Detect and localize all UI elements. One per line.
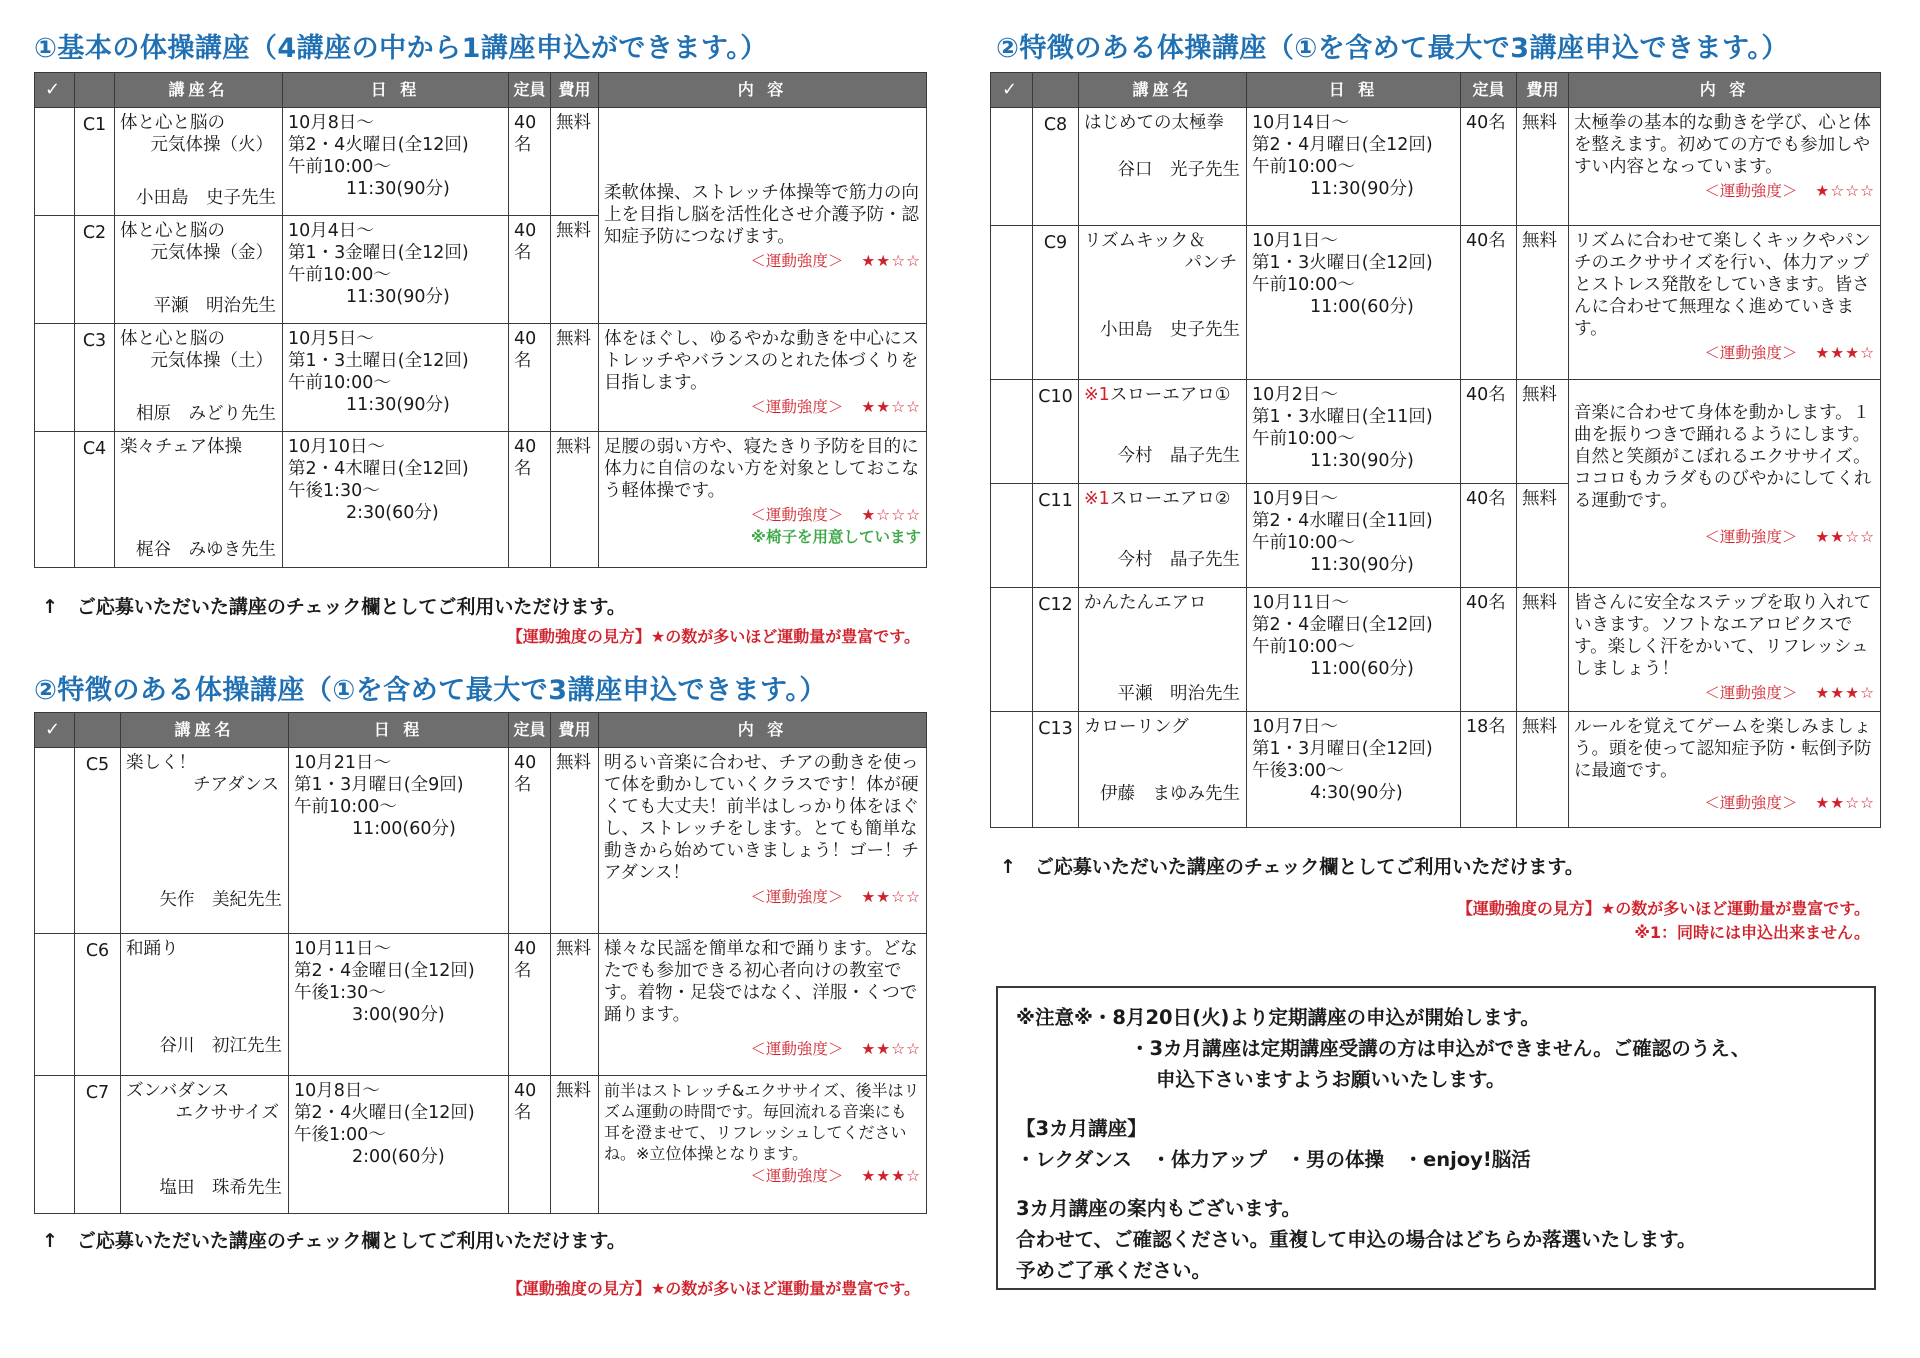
notice-line: 予めご了承ください。: [1016, 1259, 1212, 1282]
schedule-header: 日 程: [289, 713, 509, 748]
fee: 無料: [1517, 712, 1569, 828]
intensity-legend: 【運動強度の見方】★の数が多いほど運動量が豊富です。: [506, 1279, 920, 1298]
capacity: 40名: [1461, 108, 1517, 226]
exclusive-mark: ※1: [1084, 385, 1110, 405]
capacity: 18名: [1461, 712, 1517, 828]
description: 足腰の弱い方や、寝たきり予防を目的に体力に自信のない方を対象としておこなう軽体操です。 ＜運動強度＞ ★☆☆☆ ※椅子を用意しています: [599, 432, 927, 568]
course-code: C9: [1033, 226, 1079, 380]
course-code: C2: [75, 216, 115, 324]
course-name: 体と心と脳の 元気体操（火） 小田島 史子先生: [115, 108, 283, 216]
exclusive-mark: ※1: [1084, 489, 1110, 509]
schedule: 10月14日～ 第2・4月曜日(全12回) 午前10:00～ 11:30(90分): [1247, 108, 1461, 226]
check-header: ✓: [35, 73, 75, 108]
check-box[interactable]: [991, 588, 1033, 712]
capacity: 40名: [509, 1076, 551, 1214]
teacher: 塩田 珠希先生: [159, 1178, 282, 1198]
content-header: 内 容: [1569, 73, 1881, 108]
capacity: 40名: [509, 216, 551, 324]
code-header: [1033, 73, 1079, 108]
schedule: 10月1日～ 第1・3火曜日(全12回) 午前10:00～ 11:00(60分): [1247, 226, 1461, 380]
fee: 無料: [1517, 588, 1569, 712]
intensity-rating: ＜運動強度＞ ★★☆☆: [750, 1040, 921, 1058]
chair-note: ※椅子を用意しています: [750, 528, 921, 546]
fee: 無料: [551, 216, 599, 324]
content-header: 内 容: [599, 73, 927, 108]
fee-header: 費用: [551, 73, 599, 108]
course-name: ※1スローエアロ② 今村 晶子先生: [1079, 484, 1247, 588]
table-row: [35, 1076, 927, 1214]
schedule: 10月2日～ 第1・3水曜日(全11回) 午前10:00～ 11:30(90分): [1247, 380, 1461, 484]
fee: 無料: [551, 432, 599, 568]
check-box[interactable]: [35, 934, 75, 1076]
intensity-legend: 【運動強度の見方】★の数が多いほど運動量が豊富です。: [1456, 899, 1870, 918]
check-usage-note: ↑ ご応募いただいた講座のチェック欄としてご利用いただけます。: [1000, 856, 1584, 878]
check-header: ✓: [35, 713, 75, 748]
check-box[interactable]: [35, 324, 75, 432]
schedule-header: 日 程: [1247, 73, 1461, 108]
schedule: 10月7日～ 第1・3月曜日(全12回) 午後3:00～ 4:30(90分): [1247, 712, 1461, 828]
notice-line: 申込下さいますようお願いいたします。: [1156, 1068, 1506, 1091]
schedule: 10月21日～ 第1・3月曜日(全9回) 午前10:00～ 11:00(60分): [289, 748, 509, 934]
capacity: 40名: [509, 324, 551, 432]
course-code: C10: [1033, 380, 1079, 484]
check-box[interactable]: [991, 226, 1033, 380]
intensity-rating: ＜運動強度＞ ★★☆☆: [750, 251, 921, 270]
check-box[interactable]: [35, 748, 75, 934]
teacher: 小田島 史子先生: [136, 188, 276, 208]
intensity-rating: ＜運動強度＞ ★★☆☆: [1704, 528, 1875, 546]
table-row: [35, 108, 927, 216]
course-code: C13: [1033, 712, 1079, 828]
capacity-header: 定員: [1461, 73, 1517, 108]
three-month-heading: 【3カ月講座】: [1016, 1117, 1147, 1140]
fee-header: 費用: [1517, 73, 1569, 108]
fee: 無料: [551, 324, 599, 432]
fee: 無料: [551, 748, 599, 934]
course-name: カローリング 伊藤 まゆみ先生: [1079, 712, 1247, 828]
course-name: 楽しく！ チアダンス 矢作 美紀先生: [121, 748, 289, 934]
table-row: [35, 934, 927, 1076]
course-name: 楽々チェア体操 梶谷 みゆき先生: [115, 432, 283, 568]
check-box[interactable]: [991, 484, 1033, 588]
three-month-items: ・レクダンス ・体力アップ ・男の体操 ・enjoy!脳活: [1016, 1148, 1531, 1171]
capacity: 40名: [1461, 484, 1517, 588]
intensity-rating: ＜運動強度＞ ★★☆☆: [750, 888, 921, 906]
fee: 無料: [1517, 108, 1569, 226]
teacher: 平瀬 明治先生: [153, 296, 276, 316]
course-code: C12: [1033, 588, 1079, 712]
course-code: C1: [75, 108, 115, 216]
teacher: 今村 晶子先生: [1117, 550, 1240, 570]
schedule: 10月8日～ 第2・4火曜日(全12回) 午後1:00～ 2:00(60分): [289, 1076, 509, 1214]
name-header: 講座名: [121, 713, 289, 748]
description: 明るい音楽に合わせ、チアの動きを使って体を動かしていくクラスです！体が硬くても大丈夫！前半はしっかり体をほぐし、ストレッチをします。とても簡単な動きから始めていきましょう！ゴー！チアダンス！ ＜運動強度＞ ★★☆☆: [599, 748, 927, 934]
capacity: 40名: [1461, 380, 1517, 484]
teacher: 梶谷 みゆき先生: [136, 540, 276, 560]
capacity: 40名: [509, 432, 551, 568]
table-header-row: [991, 73, 1881, 108]
course-name: かんたんエアロ 平瀬 明治先生: [1079, 588, 1247, 712]
capacity-header: 定員: [509, 73, 551, 108]
section2b-title: ②特徴のある体操講座（①を含めて最大で3講座申込できます。）: [996, 33, 1789, 64]
check-box[interactable]: [991, 108, 1033, 226]
schedule: 10月10日～ 第2・4木曜日(全12回) 午後1:30～ 2:30(60分): [283, 432, 509, 568]
code-header: [75, 73, 115, 108]
capacity: 40名: [509, 934, 551, 1076]
course-code: C7: [75, 1076, 121, 1214]
description: 様々な民謡を簡単な和で踊ります。どなたでも参加できる初心者向けの教室です。着物・足袋ではなく、洋服・くつで踊ります。 ＜運動強度＞ ★★☆☆: [599, 934, 927, 1076]
notice-line: 3カ月講座の案内もございます。: [1016, 1197, 1302, 1220]
intensity-rating: ＜運動強度＞ ★☆☆☆: [1704, 182, 1875, 200]
teacher: 相原 みどり先生: [136, 404, 276, 424]
check-header: ✓: [991, 73, 1033, 108]
course-code: C4: [75, 432, 115, 568]
course-name: 和踊り 谷川 初江先生: [121, 934, 289, 1076]
capacity: 40名: [509, 748, 551, 934]
check-usage-note: ↑ ご応募いただいた講座のチェック欄としてご利用いただけます。: [42, 1230, 626, 1252]
course-code: C5: [75, 748, 121, 934]
teacher: 平瀬 明治先生: [1117, 684, 1240, 704]
table-row: [991, 712, 1881, 828]
capacity: 40名: [1461, 588, 1517, 712]
table-header-row: [35, 713, 927, 748]
fee: 無料: [551, 1076, 599, 1214]
check-box[interactable]: [35, 432, 75, 568]
teacher: 小田島 史子先生: [1100, 320, 1240, 340]
notice-line: ・3カ月講座は定期講座受講の方は申込ができません。ご確認のうえ、: [1130, 1037, 1751, 1060]
check-box[interactable]: [35, 108, 75, 216]
check-box[interactable]: [991, 712, 1033, 828]
fee-header: 費用: [551, 713, 599, 748]
teacher: 谷口 光子先生: [1117, 160, 1240, 180]
course-name: 体と心と脳の 元気体操（土） 相原 みどり先生: [115, 324, 283, 432]
description: 体をほぐし、ゆるやかな動きを中心にストレッチやバランスのとれた体づくりを目指します。 ＜運動強度＞ ★★☆☆: [599, 324, 927, 432]
course-code: C11: [1033, 484, 1079, 588]
description: 皆さんに安全なステップを取り入れていきます。ソフトなエアロビクスです。楽しく汗をかいて、リフレッシュしましょう！ ＜運動強度＞ ★★★☆: [1569, 588, 1881, 712]
intensity-rating: ＜運動強度＞ ★★★☆: [1704, 344, 1875, 362]
capacity: 40名: [509, 108, 551, 216]
description: 前半はストレッチ&エクササイズ、後半はリズム運動の時間です。毎回流れる音楽にも耳を澄ませて、リフレッシュしてくださいね。※立位体操となります。 ＜運動強度＞ ★★★☆: [599, 1076, 927, 1214]
description: ルールを覚えてゲームを楽しみましょう。頭を使って認知症予防・転倒予防に最適です。 ＜運動強度＞ ★★☆☆: [1569, 712, 1881, 828]
schedule: 10月9日～ 第2・4水曜日(全11回) 午前10:00～ 11:30(90分): [1247, 484, 1461, 588]
check-box[interactable]: [35, 1076, 75, 1214]
course-name: はじめての太極拳 谷口 光子先生: [1079, 108, 1247, 226]
basic-course-table: [34, 72, 927, 568]
intensity-rating: ＜運動強度＞ ★★☆☆: [1704, 794, 1875, 812]
capacity: 40名: [1461, 226, 1517, 380]
shared-description: 音楽に合わせて身体を動かします。１曲を振りつきで踊れるようにします。自然と笑顔がこぼれるエクササイズ。ココロもカラダものびやかにしてくれる運動です。 ＜運動強度＞ ★★☆☆: [1569, 380, 1881, 588]
teacher: 今村 晶子先生: [1117, 446, 1240, 466]
table-header-row: [35, 73, 927, 108]
fee: 無料: [1517, 380, 1569, 484]
notice-line: 合わせて、ご確認ください。重複して申込の場合はどちらか落選いたします。: [1016, 1228, 1697, 1251]
name-header: 講座名: [115, 73, 283, 108]
fee: 無料: [1517, 226, 1569, 380]
table-row: [991, 380, 1881, 484]
special-course-table-left: [34, 712, 927, 1214]
course-name: 体と心と脳の 元気体操（金） 平瀬 明治先生: [115, 216, 283, 324]
section2a-title: ②特徴のある体操講座（①を含めて最大で3講座申込できます。）: [34, 675, 827, 706]
name-header: 講座名: [1079, 73, 1247, 108]
fee: 無料: [551, 108, 599, 216]
schedule: 10月5日～ 第1・3土曜日(全12回) 午前10:00～ 11:30(90分): [283, 324, 509, 432]
code-header: [75, 713, 121, 748]
section1-title: ①基本の体操講座（4講座の中から1講座申込ができます。）: [34, 33, 768, 64]
table-row: [35, 748, 927, 934]
description: 太極拳の基本的な動きを学び、心と体を整えます。初めての方でも参加しやすい内容となっています。 ＜運動強度＞ ★☆☆☆: [1569, 108, 1881, 226]
teacher: 矢作 美紀先生: [159, 890, 282, 910]
teacher: 谷川 初江先生: [159, 1036, 282, 1056]
course-name: リズムキック＆ パンチ 小田島 史子先生: [1079, 226, 1247, 380]
intensity-legend: 【運動強度の見方】★の数が多いほど運動量が豊富です。: [506, 627, 920, 646]
course-code: C3: [75, 324, 115, 432]
fee: 無料: [1517, 484, 1569, 588]
table-row: [35, 324, 927, 432]
special-course-table-right: [990, 72, 1881, 828]
exclusive-note: ※1：同時には申込出来ません。: [1634, 923, 1870, 942]
intensity-rating: ＜運動強度＞ ★★★☆: [1704, 684, 1875, 702]
schedule: 10月8日～ 第2・4火曜日(全12回) 午前10:00～ 11:30(90分): [283, 108, 509, 216]
teacher: 伊藤 まゆみ先生: [1100, 784, 1240, 804]
notice-box: [996, 986, 1876, 1290]
intensity-rating: ＜運動強度＞ ★★☆☆: [750, 398, 921, 416]
content-header: 内 容: [599, 713, 927, 748]
check-box[interactable]: [991, 380, 1033, 484]
intensity-rating: ＜運動強度＞ ★☆☆☆: [750, 506, 921, 524]
table-row: [991, 226, 1881, 380]
schedule: 10月11日～ 第2・4金曜日(全12回) 午後1:30～ 3:00(90分): [289, 934, 509, 1076]
schedule-header: 日 程: [283, 73, 509, 108]
course-code: C8: [1033, 108, 1079, 226]
check-box[interactable]: [35, 216, 75, 324]
course-name: ※1スローエアロ① 今村 晶子先生: [1079, 380, 1247, 484]
table-row: [991, 588, 1881, 712]
capacity-header: 定員: [509, 713, 551, 748]
course-code: C6: [75, 934, 121, 1076]
schedule: 10月11日～ 第2・4金曜日(全12回) 午前10:00～ 11:00(60分): [1247, 588, 1461, 712]
shared-description: 柔軟体操、ストレッチ体操等で筋力の向上を目指し脳を活性化させ介護予防・認知症予防につなげます。 ＜運動強度＞ ★★☆☆: [599, 108, 927, 324]
course-name: ズンバダンス エクササイズ 塩田 珠希先生: [121, 1076, 289, 1214]
table-row: [35, 432, 927, 568]
notice-line: ※注意※・8月20日(火)より定期講座の申込が開始します。: [1016, 1006, 1540, 1029]
schedule: 10月4日～ 第1・3金曜日(全12回) 午前10:00～ 11:30(90分): [283, 216, 509, 324]
table-row: [991, 108, 1881, 226]
intensity-rating: ＜運動強度＞ ★★★☆: [750, 1167, 921, 1185]
fee: 無料: [551, 934, 599, 1076]
check-usage-note: ↑ ご応募いただいた講座のチェック欄としてご利用いただけます。: [42, 596, 626, 618]
description: リズムに合わせて楽しくキックやパンチのエクササイズを行い、体力アップとストレス発散をしていきます。皆さんに合わせて無理なく進めていきます。 ＜運動強度＞ ★★★☆: [1569, 226, 1881, 380]
